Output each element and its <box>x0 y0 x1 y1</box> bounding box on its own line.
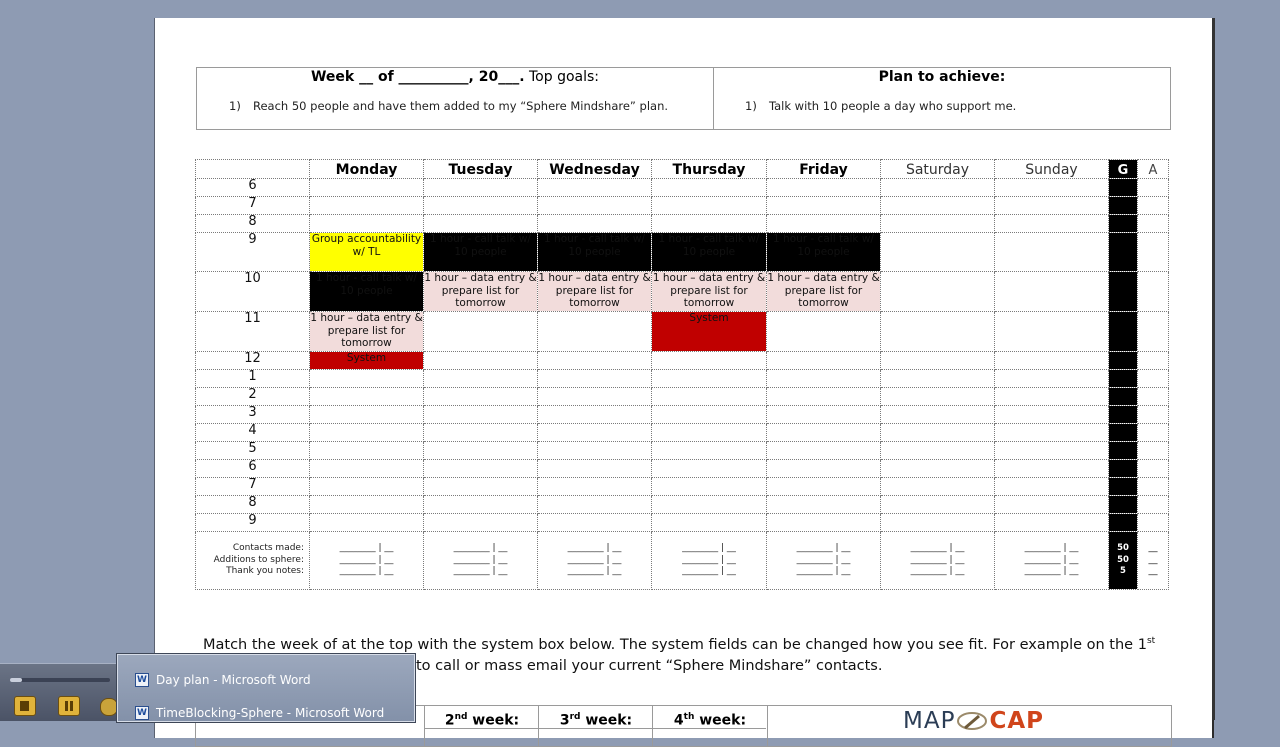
week-label: week: <box>467 712 520 729</box>
a-cell[interactable] <box>1138 233 1169 272</box>
time-cell[interactable] <box>652 460 767 478</box>
top-goals-header <box>197 68 713 85</box>
time-cell[interactable] <box>652 352 767 370</box>
hour-label: 9 <box>196 514 310 532</box>
week-2-header <box>424 706 539 746</box>
a-cell[interactable] <box>1138 442 1169 460</box>
time-cell[interactable] <box>652 370 767 388</box>
time-cell[interactable] <box>310 406 424 424</box>
list-number: 1) <box>745 99 757 113</box>
time-cell[interactable] <box>881 388 995 406</box>
superscript: rd <box>569 712 581 722</box>
a-cell[interactable] <box>1138 514 1169 532</box>
logo-text-right: CAP <box>989 708 1044 734</box>
event-data-entry[interactable]: 1 hour – data entry & prepare list for tomorrow <box>652 272 767 312</box>
table-row <box>196 424 1169 442</box>
event-call-talk[interactable]: 1 hour - call talk w/ 10 people <box>310 272 424 312</box>
g-column-header: G <box>1109 160 1138 179</box>
time-cell[interactable] <box>538 478 652 496</box>
a-cell[interactable] <box>1138 424 1169 442</box>
time-cell[interactable] <box>538 514 652 532</box>
event-data-entry[interactable]: 1 hour – data entry & prepare list for tomorrow <box>767 272 881 312</box>
day-header-friday: Friday <box>767 160 881 179</box>
event-call-talk[interactable]: 1 hour - call talk w/ 10 people <box>424 233 538 272</box>
time-cell[interactable] <box>424 388 538 406</box>
time-cell[interactable] <box>424 514 538 532</box>
a-cell[interactable] <box>1138 406 1169 424</box>
goal-totals: 50 50 5 <box>1109 532 1138 590</box>
hour-label: 8 <box>196 215 310 233</box>
time-cell[interactable] <box>310 388 424 406</box>
time-cell[interactable] <box>995 197 1109 215</box>
time-cell[interactable] <box>995 424 1109 442</box>
week-number: 4 <box>673 712 684 729</box>
time-cell[interactable] <box>881 179 995 197</box>
goal-text: Reach 50 people and have them added to my “Sphere Mindshare” plan. <box>253 99 669 113</box>
divider <box>424 728 766 729</box>
time-cell[interactable] <box>881 197 995 215</box>
time-cell[interactable] <box>881 215 995 233</box>
time-cell[interactable] <box>310 460 424 478</box>
time-cell[interactable] <box>881 496 995 514</box>
time-cell[interactable] <box>310 442 424 460</box>
time-cell[interactable] <box>310 215 424 233</box>
time-cell[interactable] <box>995 233 1109 272</box>
plan-item <box>745 99 1016 113</box>
totals-blanks[interactable]: ________ | __ ________ | __ ________ | __ <box>652 532 767 590</box>
paragraph-text: Match the week of at the top with the system box below. The system fields can be changed how you see fit. For example on the 1 <box>203 636 1147 653</box>
list-number: 1) <box>229 99 241 113</box>
week-of-label: Week __ of __________, 20___. <box>310 69 525 85</box>
plan-to-achieve-label: Plan to achieve: <box>878 69 1006 85</box>
g-cell <box>1109 478 1138 496</box>
table-row <box>196 478 1169 496</box>
table-row <box>196 388 1169 406</box>
time-cell[interactable] <box>995 215 1109 233</box>
time-cell[interactable] <box>652 179 767 197</box>
top-goals-label: Top goals: <box>524 69 600 85</box>
g-cell <box>1109 312 1138 352</box>
a-cell[interactable] <box>1138 388 1169 406</box>
time-cell[interactable] <box>881 460 995 478</box>
totals-blanks[interactable]: ________ | __ ________ | __ ________ | __ <box>424 532 538 590</box>
time-cell[interactable] <box>424 478 538 496</box>
time-cell[interactable] <box>538 388 652 406</box>
totals-blanks[interactable]: ________ | __ ________ | __ ________ | __ <box>767 532 881 590</box>
time-cell[interactable] <box>310 514 424 532</box>
stop-button[interactable] <box>14 696 36 716</box>
time-cell[interactable] <box>310 478 424 496</box>
time-cell[interactable] <box>767 406 881 424</box>
hour-label: 3 <box>196 406 310 424</box>
time-cell[interactable] <box>881 312 995 352</box>
document-page <box>155 18 1212 738</box>
week-number: 3 <box>559 712 570 729</box>
time-cell[interactable] <box>538 197 652 215</box>
time-cell[interactable] <box>424 352 538 370</box>
time-cell[interactable] <box>767 370 881 388</box>
time-cell[interactable] <box>995 312 1109 352</box>
day-header-sunday: Sunday <box>995 160 1109 179</box>
word-icon <box>135 673 149 687</box>
table-row <box>196 179 1169 197</box>
progress-bar[interactable] <box>10 678 110 682</box>
time-cell[interactable] <box>424 370 538 388</box>
time-cell[interactable] <box>538 312 652 352</box>
time-cell[interactable] <box>995 352 1109 370</box>
totals-blanks[interactable]: ________ | __ ________ | __ ________ | __ <box>995 532 1109 590</box>
taskbar-item-day-plan[interactable] <box>135 670 311 690</box>
day-header-tuesday: Tuesday <box>424 160 538 179</box>
a-cell[interactable] <box>1138 496 1169 514</box>
g-cell <box>1109 197 1138 215</box>
table-row <box>196 514 1169 532</box>
table-row <box>196 442 1169 460</box>
g-cell <box>1109 272 1138 312</box>
a-cell[interactable] <box>1138 312 1169 352</box>
time-cell[interactable] <box>538 370 652 388</box>
paragraph-line-2: to call or mass email your current “Sphere Mindshare” contacts. <box>416 657 883 674</box>
time-cell[interactable] <box>652 478 767 496</box>
a-cell[interactable] <box>1138 197 1169 215</box>
event-system[interactable]: System <box>652 312 767 352</box>
time-cell[interactable] <box>424 312 538 352</box>
time-cell[interactable] <box>538 424 652 442</box>
actual-totals[interactable]: __ __ __ <box>1138 532 1169 590</box>
time-cell[interactable] <box>881 233 995 272</box>
table-row <box>196 370 1169 388</box>
a-cell[interactable] <box>1138 370 1169 388</box>
time-cell[interactable] <box>310 179 424 197</box>
day-header-thursday: Thursday <box>652 160 767 179</box>
time-cell[interactable] <box>310 496 424 514</box>
pause-button[interactable] <box>58 696 80 716</box>
totals-labels: Contacts made: Additions to sphere: Thank you notes: <box>196 532 310 590</box>
taskbar-item-timeblocking[interactable] <box>135 703 384 723</box>
time-cell[interactable] <box>881 478 995 496</box>
event-call-talk[interactable]: 1 hour - call talk w/ 10 people <box>652 233 767 272</box>
top-goals-column <box>197 68 714 129</box>
word-icon <box>135 706 149 720</box>
g-cell <box>1109 406 1138 424</box>
time-cell[interactable] <box>652 442 767 460</box>
event-data-entry[interactable]: 1 hour – data entry & prepare list for tomorrow <box>424 272 538 312</box>
a-cell[interactable] <box>1138 460 1169 478</box>
logo-text-left: MAP <box>903 708 956 734</box>
time-cell[interactable] <box>652 496 767 514</box>
a-cell[interactable] <box>1138 179 1169 197</box>
hour-label: 6 <box>196 179 310 197</box>
page-shadow <box>1212 18 1215 720</box>
table-row <box>196 312 1169 352</box>
g-cell <box>1109 514 1138 532</box>
time-cell[interactable] <box>881 352 995 370</box>
table-row <box>196 460 1169 478</box>
g-cell <box>1109 352 1138 370</box>
hour-label: 10 <box>196 272 310 312</box>
table-row <box>196 406 1169 424</box>
time-cell[interactable] <box>995 272 1109 312</box>
g-cell <box>1109 388 1138 406</box>
day-header-row <box>196 160 1169 179</box>
mapcap-logo <box>903 708 1044 734</box>
time-cell[interactable] <box>652 197 767 215</box>
hour-label: 2 <box>196 388 310 406</box>
g-cell <box>1109 496 1138 514</box>
hour-label: 7 <box>196 478 310 496</box>
event-data-entry[interactable]: 1 hour – data entry & prepare list for tomorrow <box>538 272 652 312</box>
totals-blanks[interactable]: ________ | __ ________ | __ ________ | __ <box>310 532 424 590</box>
time-cell[interactable] <box>538 179 652 197</box>
totals-blanks[interactable]: ________ | __ ________ | __ ________ | __ <box>538 532 652 590</box>
time-cell[interactable] <box>881 272 995 312</box>
time-cell[interactable] <box>767 352 881 370</box>
time-cell[interactable] <box>652 215 767 233</box>
a-column-header: A <box>1138 160 1169 179</box>
time-cell[interactable] <box>538 496 652 514</box>
time-cell[interactable] <box>767 460 881 478</box>
g-cell <box>1109 370 1138 388</box>
corner-cell <box>196 160 310 179</box>
time-cell[interactable] <box>538 406 652 424</box>
time-cell[interactable] <box>995 406 1109 424</box>
plan-header <box>714 68 1170 85</box>
week-number: 2 <box>444 712 455 729</box>
week-4-header <box>652 706 768 746</box>
a-cell[interactable] <box>1138 352 1169 370</box>
time-cell[interactable] <box>767 179 881 197</box>
time-cell[interactable] <box>424 215 538 233</box>
table-row <box>196 197 1169 215</box>
time-cell[interactable] <box>424 179 538 197</box>
superscript: st <box>1146 636 1156 646</box>
event-data-entry[interactable]: 1 hour – data entry & prepare list for tomorrow <box>310 312 424 352</box>
time-cell[interactable] <box>995 179 1109 197</box>
time-cell[interactable] <box>767 496 881 514</box>
time-cell[interactable] <box>767 424 881 442</box>
paragraph-line-1 <box>203 631 1193 656</box>
goals-box <box>196 67 1171 130</box>
time-cell[interactable] <box>652 514 767 532</box>
g-cell <box>1109 179 1138 197</box>
table-row <box>196 496 1169 514</box>
time-cell[interactable] <box>767 215 881 233</box>
time-cell[interactable] <box>881 442 995 460</box>
top-goal-item <box>229 99 668 113</box>
time-cell[interactable] <box>767 514 881 532</box>
totals-blanks[interactable]: ________ | __ ________ | __ ________ | __ <box>881 532 995 590</box>
time-block-table <box>195 159 1169 590</box>
hour-label: 9 <box>196 233 310 272</box>
time-cell[interactable] <box>538 352 652 370</box>
time-cell[interactable] <box>538 460 652 478</box>
time-cell[interactable] <box>995 442 1109 460</box>
g-cell <box>1109 460 1138 478</box>
time-cell[interactable] <box>767 388 881 406</box>
hour-label: 5 <box>196 442 310 460</box>
time-cell[interactable] <box>310 424 424 442</box>
g-cell <box>1109 424 1138 442</box>
week-3-header <box>538 706 653 746</box>
time-cell[interactable] <box>767 312 881 352</box>
window-title: Day plan - Microsoft Word <box>156 673 311 687</box>
time-cell[interactable] <box>652 406 767 424</box>
a-cell[interactable] <box>1138 272 1169 312</box>
time-cell[interactable] <box>424 197 538 215</box>
time-cell[interactable] <box>995 388 1109 406</box>
time-cell[interactable] <box>424 460 538 478</box>
superscript: nd <box>454 712 468 722</box>
day-header-monday: Monday <box>310 160 424 179</box>
time-cell[interactable] <box>424 496 538 514</box>
record-icon[interactable] <box>100 698 118 716</box>
event-call-talk[interactable]: 1 hour - call talk w/ 10 people <box>767 233 881 272</box>
media-control-strip <box>0 663 120 721</box>
hour-label: 11 <box>196 312 310 352</box>
time-cell[interactable] <box>424 406 538 424</box>
logo-graphic <box>955 708 989 730</box>
a-cell[interactable] <box>1138 478 1169 496</box>
time-cell[interactable] <box>538 442 652 460</box>
time-cell[interactable] <box>881 514 995 532</box>
plan-column <box>714 68 1170 129</box>
time-cell[interactable] <box>767 478 881 496</box>
day-header-saturday: Saturday <box>881 160 995 179</box>
time-cell[interactable] <box>310 370 424 388</box>
event-group-accountability[interactable]: Group accountability w/ TL <box>310 233 424 272</box>
time-cell[interactable] <box>995 496 1109 514</box>
table-row <box>196 352 1169 370</box>
g-cell <box>1109 233 1138 272</box>
time-cell[interactable] <box>995 478 1109 496</box>
event-call-talk[interactable]: 1 hour - call talk w/ 10 people <box>538 233 652 272</box>
hour-label: 4 <box>196 424 310 442</box>
table-row <box>196 272 1169 312</box>
totals-row <box>196 532 1169 590</box>
time-cell[interactable] <box>424 442 538 460</box>
time-cell[interactable] <box>767 197 881 215</box>
hour-label: 8 <box>196 496 310 514</box>
taskbar-window-list <box>117 654 415 722</box>
time-cell[interactable] <box>310 197 424 215</box>
week-label: week: <box>694 712 747 729</box>
g-cell <box>1109 215 1138 233</box>
time-cell[interactable] <box>881 424 995 442</box>
time-cell[interactable] <box>652 424 767 442</box>
superscript: th <box>683 712 695 722</box>
event-system[interactable]: System <box>310 352 424 370</box>
time-cell[interactable] <box>995 514 1109 532</box>
time-cell[interactable] <box>995 460 1109 478</box>
table-row <box>196 215 1169 233</box>
window-title: TimeBlocking-Sphere - Microsoft Word <box>156 706 385 720</box>
a-cell[interactable] <box>1138 215 1169 233</box>
time-cell[interactable] <box>767 442 881 460</box>
time-cell[interactable] <box>538 215 652 233</box>
plan-text: Talk with 10 people a day who support me. <box>769 99 1017 113</box>
hour-label: 12 <box>196 352 310 370</box>
day-header-wednesday: Wednesday <box>538 160 652 179</box>
time-cell[interactable] <box>652 388 767 406</box>
time-cell[interactable] <box>881 370 995 388</box>
week-label: week: <box>580 712 633 729</box>
time-cell[interactable] <box>881 406 995 424</box>
time-cell[interactable] <box>995 370 1109 388</box>
hour-label: 1 <box>196 370 310 388</box>
hour-label: 7 <box>196 197 310 215</box>
table-row <box>196 233 1169 272</box>
g-cell <box>1109 442 1138 460</box>
hour-label: 6 <box>196 460 310 478</box>
time-cell[interactable] <box>424 424 538 442</box>
